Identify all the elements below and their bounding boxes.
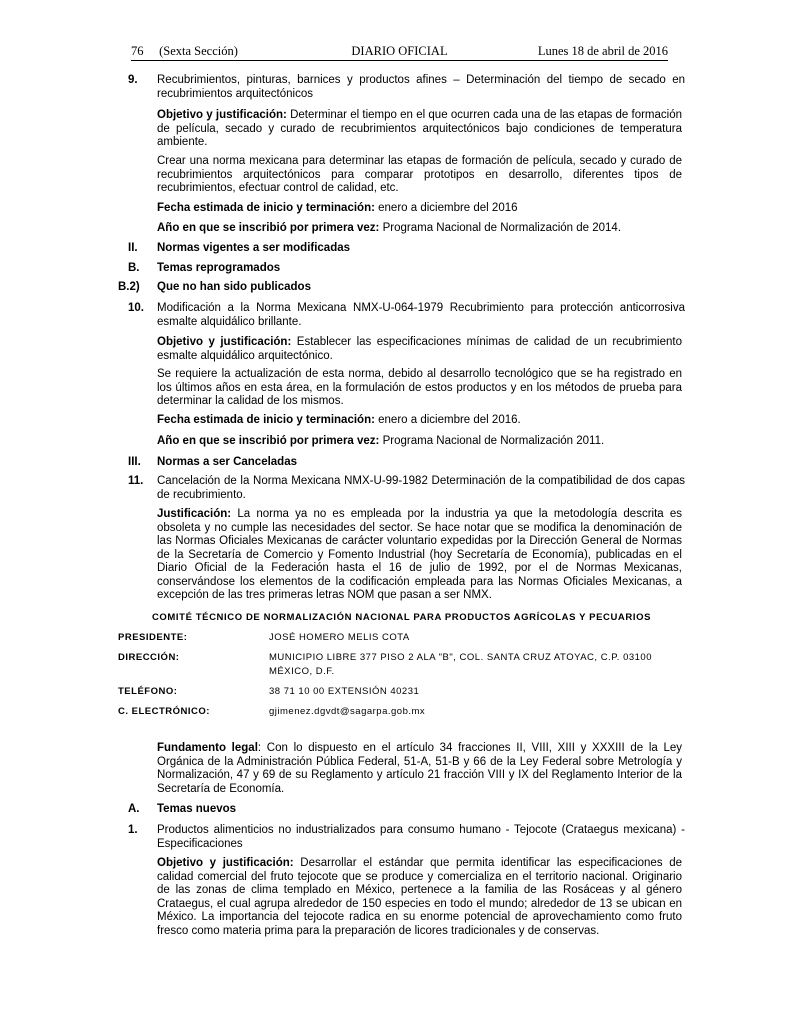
item-title: Productos alimenticios no industrializados para consumo humano - Tejocote (Crataegus mexicana) - Especificaciones <box>157 824 685 850</box>
committee-title: COMITÉ TÉCNICO DE NORMALIZACIÓN NACIONAL PARA PRODUCTOS AGRÍCOLAS Y PECUARIOS <box>151 612 652 623</box>
section-a-heading <box>118 803 685 817</box>
president-label: PRESIDENTE: <box>118 632 188 643</box>
first-year-text: Programa Nacional de Normalización 2011. <box>382 435 605 447</box>
page-header <box>131 44 668 61</box>
address-label: DIRECCIÓN: <box>118 652 180 663</box>
section-number: II. <box>128 242 138 254</box>
item-title: Recubrimientos, pinturas, barnices y productos afines – Determinación del tiempo de secado en recubrimientos arquitectónicos <box>157 74 685 100</box>
item-1-objective <box>157 857 682 938</box>
item-title: Modificación a la Norma Mexicana NMX-U-064-1979 Recubrimiento para protección anticorrosiva esmalte alquidálico brillante. <box>157 302 685 328</box>
item-9-objective <box>157 109 682 150</box>
phone-value: 38 71 10 00 EXTENSIÓN 40231 <box>269 686 420 697</box>
first-year-label: Año en que se inscribió por primera vez: <box>157 222 380 234</box>
item-9-dates <box>157 202 682 216</box>
item-number: 10. <box>128 302 144 314</box>
email-value: gjimenez.dgvdt@sagarpa.gob.mx <box>269 706 426 717</box>
dates-label: Fecha estimada de inicio y terminación: <box>157 414 375 426</box>
item-11-justification <box>157 508 682 603</box>
item-10-first-year <box>157 435 682 449</box>
section-number: III. <box>128 456 141 468</box>
item-10-objective <box>157 336 682 363</box>
committee-address-row <box>118 651 685 679</box>
objective-text: Desarrollar el estándar que permita identificar las especificaciones de calidad comercial del fruto tejocote que se produce y comercializa en el territorio nacional. Originario de las zonas de clima templado en México, pertenece a la familia de las Rosáceas y al género Crataegus, el cual agrupa alrededor de 150 especies en todo el mundo; alrededor de 13 se ubican en México. La importancia del tejocote radica en su enorme potencial de aprovechamiento como fruto fresco como materia prima para la preparación de licores tradicionales y de conservas. <box>157 857 683 937</box>
item-9-heading <box>118 74 685 102</box>
first-year-text: Programa Nacional de Normalización de 2014. <box>382 222 622 234</box>
section-title: Temas reprogramados <box>157 262 281 274</box>
first-year-label: Año en que se inscribió por primera vez: <box>157 435 380 447</box>
section-number: A. <box>128 803 140 815</box>
item-9-first-year <box>157 222 682 236</box>
justification-text: La norma ya no es empleada por la industria ya que la metodología descrita es obsoleta y no cumple las necesidades del sector. Se hace notar que se modifica la denominación de las Normas Oficiales Mexicanas de carácter voluntario expedidas por la Dirección General de Normas de la Secretaría de Comercio y Fomento Industrial (hoy Secretaría de Economía), publicadas en el Diario Oficial de la Federación hasta el 16 de julio de 1992, por el de Normas Mexicanas, conservándose los elementos de la codificación empleada para las Normas Oficiales Mexicanas, a excepción de las tres primeras letras NOM que pasan a ser NMX. <box>157 508 682 601</box>
section-ii-heading <box>118 242 685 256</box>
item-10-heading <box>118 302 685 330</box>
objective-label: Objetivo y justificación: <box>157 336 292 348</box>
dates-text: enero a diciembre del 2016. <box>378 414 521 426</box>
item-number: 9. <box>128 74 138 86</box>
committee-president-row <box>118 631 685 645</box>
header-date: Lunes 18 de abril de 2016 <box>537 44 668 58</box>
section-title: Que no han sido publicados <box>157 281 311 293</box>
justification-label: Justificación: <box>157 508 232 520</box>
section-title: Normas a ser Canceladas <box>157 456 297 468</box>
legal-basis <box>157 742 682 796</box>
section-number: B. <box>128 262 140 274</box>
item-10-dates <box>157 414 682 428</box>
item-10-paragraph: Se requiere la actualización de esta norma, debido al desarrollo tecnológico que se ha registrado en los últimos años en esta área, en la formulación de estos productos y en los métodos de prueba para determinar la calidad de los mismos. <box>157 368 682 407</box>
objective-label: Objetivo y justificación: <box>157 109 287 121</box>
item-title: Cancelación de la Norma Mexicana NMX-U-99-1982 Determinación de la compatibilidad de dos capas de recubrimiento. <box>157 475 685 501</box>
dates-text: enero a diciembre del 2016 <box>378 202 518 214</box>
section-iii-heading <box>118 456 685 470</box>
address-value: MUNICIPIO LIBRE 377 PISO 2 ALA "B", COL. SANTA CRUZ ATOYAC, C.P. 03100 MÉXICO, D.F. <box>269 652 652 677</box>
item-number: 11. <box>128 475 144 487</box>
committee-email-row <box>118 705 685 719</box>
section-title: Normas vigentes a ser modificadas <box>157 242 351 254</box>
phone-label: TELÉFONO: <box>118 686 178 697</box>
section-number: B.2) <box>118 281 140 293</box>
section-title: Temas nuevos <box>157 803 237 815</box>
item-1-heading <box>118 824 685 852</box>
legal-basis-text: : Con lo dispuesto en el artículo 34 fracciones II, VIII, XIII y XXXIII de la Ley Orgánica de la Administración Pública Federal, 51-A, 51-B y 66 de la Ley Federal sobre Metrología y Normalización, 47 y 69 de su Reglamento y artículo 21 fracción VIII y IX del Reglamento Interior de la Secretaría de Economía. <box>157 742 683 795</box>
item-11-heading <box>118 475 685 503</box>
objective-label: Objetivo y justificación: <box>157 857 294 869</box>
president-value: JOSÉ HOMERO MELIS COTA <box>269 632 410 643</box>
email-label: C. ELECTRÓNICO: <box>118 706 210 717</box>
section-b2-heading <box>118 281 685 295</box>
section-b-heading <box>118 262 685 276</box>
legal-basis-label: Fundamento legal <box>157 742 258 754</box>
header-publication: DIARIO OFICIAL <box>351 44 448 58</box>
item-number: 1. <box>128 824 138 836</box>
objective-text: Establecer las especificaciones mínimas de calidad de un recubrimiento esmalte alquidálico arquitectónico. <box>157 336 682 362</box>
item-9-paragraph: Crear una norma mexicana para determinar las etapas de formación de película, secado y curado de recubrimientos arquitectónicos para comparar prototipos en desarrollo, diferentes tipos de recubrimientos, efectuar control de calidad, etc. <box>157 155 682 194</box>
objective-text: Determinar el tiempo en el que ocurren cada una de las etapas de formación de película, secado y curado de recubrimientos arquitectónicos bajo condiciones de temperatura ambiente. <box>157 109 682 148</box>
header-page-section: 76 (Sexta Sección) <box>131 44 238 58</box>
dates-label: Fecha estimada de inicio y terminación: <box>157 202 375 214</box>
committee-phone-row <box>118 685 685 699</box>
